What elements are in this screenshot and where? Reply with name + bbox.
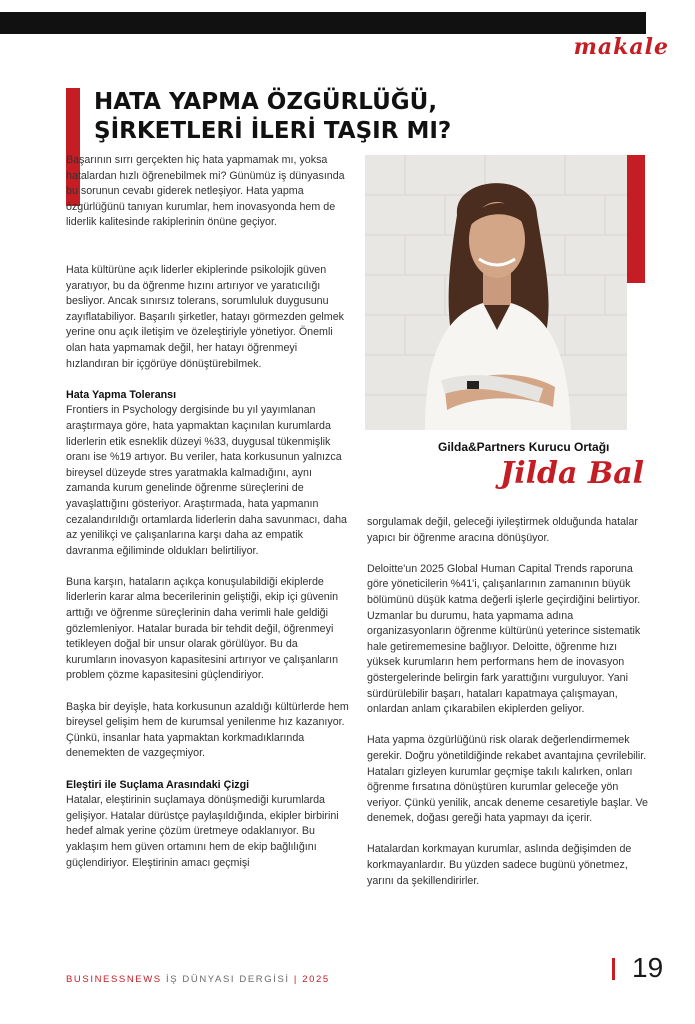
top-black-bar <box>0 12 646 34</box>
paragraph: sorgulamak değil, geleceği iyileştirmek olduğunda hatalar yapıcı bir öğrenme aracına dönüşüyor. <box>367 516 638 544</box>
page-number-bar <box>612 958 615 980</box>
paragraph: Hata kültürüne açık liderler ekiplerinde psikolojik güven yaratıyor, bu da öğrenme hızını artırıyor ve yaratıcılığı besliyor. Ancak sınırsız tolerans, sorumluluk duygusunu zayıflatabiliyor. Başarılı şirketler, hatayı görmezden gelmek yerine onu açık iletişim ve özeleştiriyle yönetiyor. Önemli olan hata yapmamak değil, her hatayı öğrenmeyi hızlandıran bir içgörüye dönüştürebilmek. <box>66 264 344 370</box>
section-label: makale <box>573 34 669 60</box>
author-photo <box>365 155 627 430</box>
paragraph: Buna karşın, hataların açıkça konuşulabildiği ekiplerde liderlerin karar alma becerilerinin geliştiği, ekip içi güvenin arttığı ve öğrenme süreçlerinin daha verimli hale geldiği gözlemleniyor. Hatalar burada bir tehdit değil, öğrenmeyi tetikleyen doğal bir unsur olarak görülüyor. Bu da kurumların inovasyon kapasitesini artırıyor ve çalışanların problem çözme kapasitesini güçlendiriyor. <box>66 575 339 682</box>
lead-paragraph: Başarının sırrı gerçekten hiç hata yapmamak mı, yoksa hatalardan hızlı öğrenebilmek mi? Günümüz iş dünyasında bu sorunun cevabı giderek netleşiyor. Hata yapma özgürlüğünü tanıyan kurumlar, hem inovasyonda hem de liderlik kalitesinde rakiplerinin önüne geçiyor. <box>66 154 345 229</box>
title-line-1: HATA YAPMA ÖZGÜRLÜĞÜ, <box>94 89 438 115</box>
footer-magazine: İŞ DÜNYASI DERGİSİ <box>166 974 290 985</box>
footer-year: 2025 <box>302 974 330 985</box>
subheading-tolerance: Hata Yapma Toleransı <box>66 388 177 401</box>
paragraph: Başka bir deyişle, hata korkusunun azaldığı kültürlerde hem bireysel gelişim hem de kurumsal yenilenme hız kazanıyor. Çünkü, insanlar hata yapmaktan korkmadıklarında denemekten de vazgeçmiyor. <box>66 700 349 760</box>
author-signature: Jilda Bal <box>500 456 645 491</box>
page-number: 19 <box>632 952 664 983</box>
subheading-criticism: Eleştiri ile Suçlama Arasındaki Çizgi <box>66 778 250 791</box>
photo-accent-bar <box>627 155 645 283</box>
paragraph: Hata yapma özgürlüğünü risk olarak değerlendirmemek gerekir. Doğru yönetildiğinde rekabet avantajına çevrilebilir. Hataları gizleyen kurumlar geçmişe takılı kalırken, onları öğrenme fırsatına dönüştüren kurumlar geleceğe yön veriyor. Çünkü yenilik, ancak deneme cesaretiyle başlar. Ve denemek, doğası gereği hata yapmayı da içerir. <box>367 734 648 825</box>
paragraph: Hatalar, eleştirinin suçlamaya dönüşmediği kurumlarda gelişiyor. Hatalar dürüstçe paylaşıldığında, ekipler birbirini hedef almak yerine çözüm üretmeye odaklanıyor. Bu yaklaşım hem güven ortamını hem de ekip bağlılığını güçlendiriyor. Eleştirinin amacı geçmişi <box>66 794 339 869</box>
paragraph: Deloitte'un 2025 Global Human Capital Trends raporuna göre yöneticilerin %41'i, çalışanlarının zamanının büyük bölümünü düşük katma değerli işlerle geçirdiğini belirtiyor. Uzmanlar bu durumu, hata yapmama adına organizasyonların öğrenme kültürünü yeterince sistematik hale getirememesine bağlıyor. Deloitte, öğrenme hızı yüksek kurumların hem performans hem de inovasyon göstergelerinde belirgin fark yarattığını vurguluyor. Yani sürdürülebilir başarı, hataları kapatmaya çalışmayan, onlardan anlam çıkarabilen ekiplerden geliyor. <box>367 562 641 716</box>
paragraph: Hatalardan korkmayan kurumlar, aslında değişimden de korkmayanlardır. Bu yüzden sadece bugünü yönetmez, yarını da şekillendirirler. <box>367 843 632 887</box>
left-column <box>66 263 351 887</box>
footer-separator: | <box>293 974 298 985</box>
article-title <box>94 88 564 146</box>
footer <box>66 974 330 985</box>
paragraph: Frontiers in Psychology dergisinde bu yıl yayımlanan araştırmaya göre, hata yapmaktan kaçınılan kurumlarda liderlerin etik esneklik düzeyi %33, duygusal tükenmişlik oranı ise %19 artıyor. Bu veriler, hata korkusunun yalnızca bireysel düzeyde stres yaratmakla kalmadığını, aynı zamanda kurum genelinde öğrenme süreçlerini de yavaşlattığını gösteriyor. Araştırmada, hata yapmanın cezalandırıldığı ortamlarda liderlerin daha savunmacı, daha az yenilikçi ve çalışanlarına karşı daha az empatik davranma eğiliminde oldukları belirtiliyor. <box>66 404 348 557</box>
author-portrait <box>365 155 627 430</box>
right-column <box>367 515 652 905</box>
author-caption: Gilda&Partners Kurucu Ortağı <box>438 440 610 454</box>
footer-brand: BUSINESSNEWS <box>66 974 162 985</box>
title-line-2: ŞİRKETLERİ İLERİ TAŞIR MI? <box>94 118 452 144</box>
